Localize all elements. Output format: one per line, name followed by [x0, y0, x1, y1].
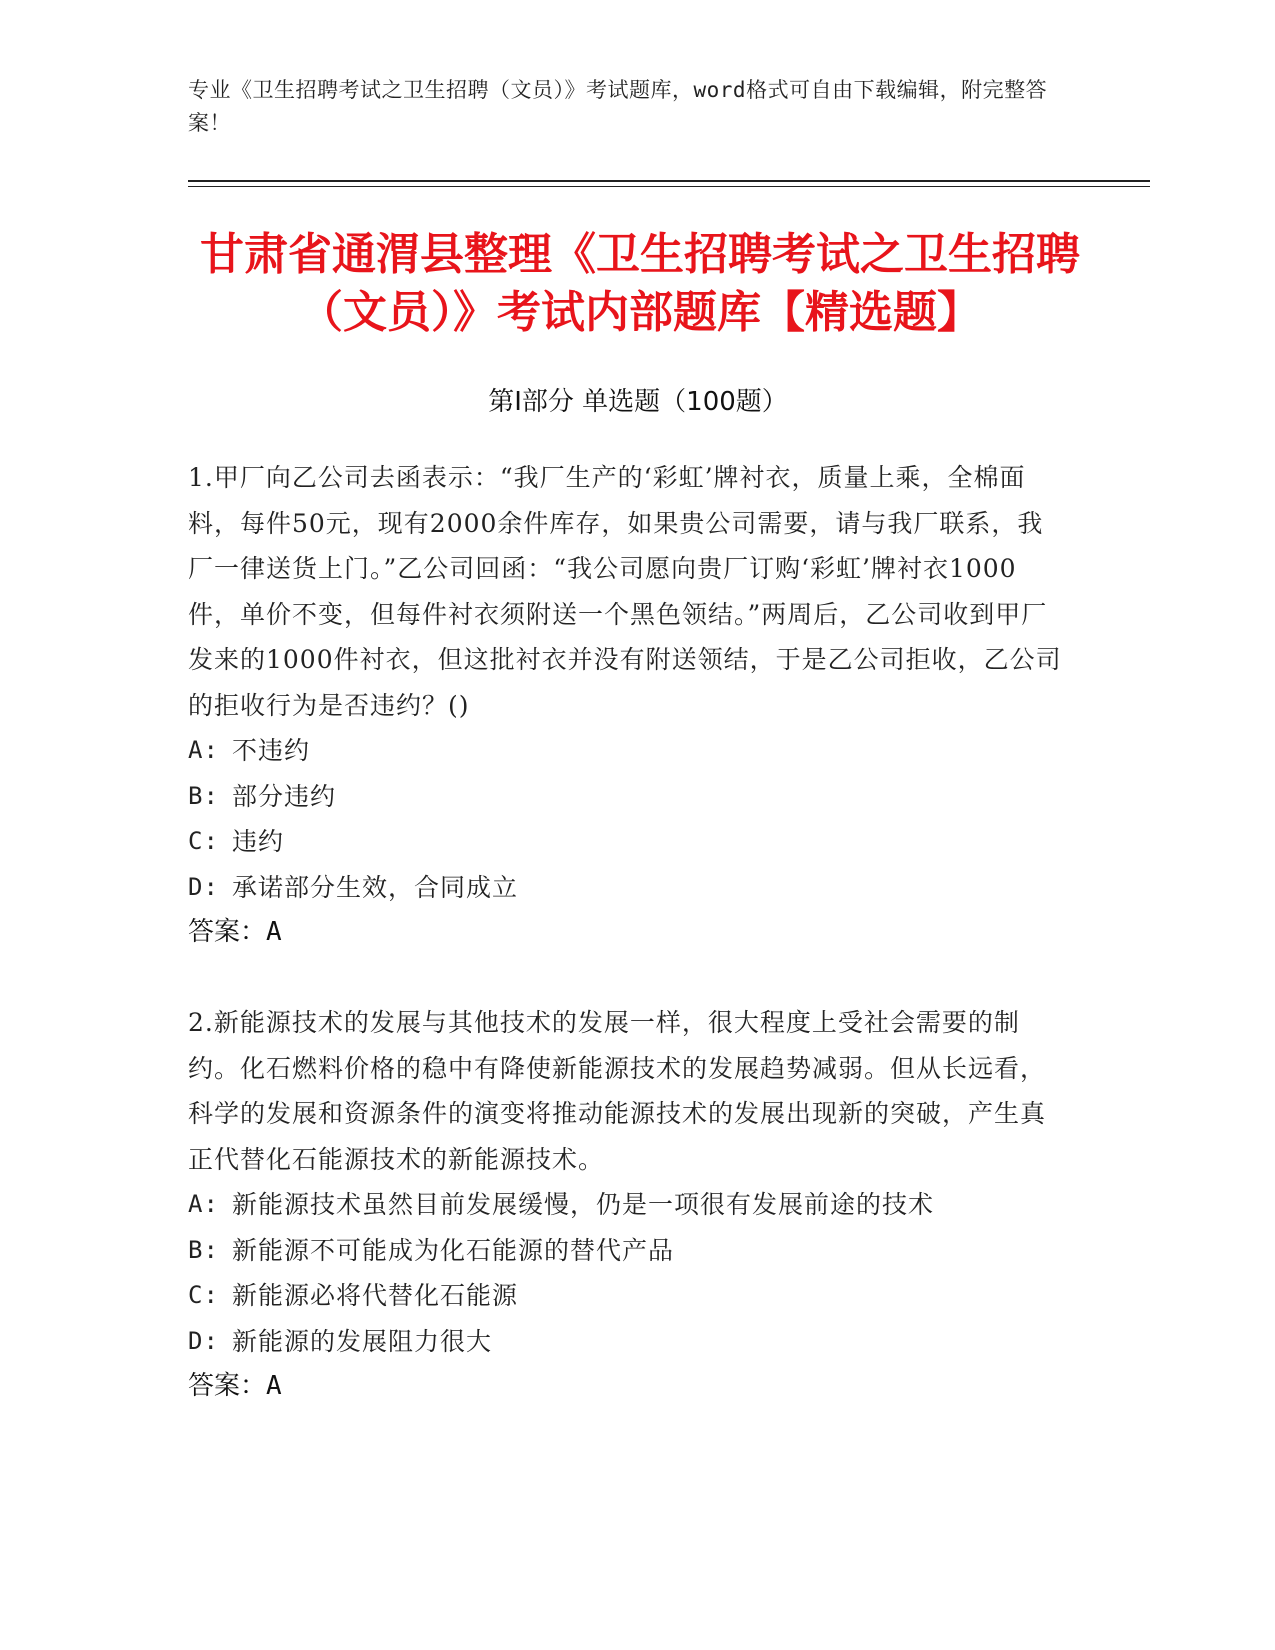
question-stem: 2.新能源技术的发展与其他技术的发展一样，很大程度上受社会需要的制约。化石燃料价格的稳中有降使新能源技术的发展趋势减弱。但从长远看，科学的发展和资源条件的演变将推动能源技术的发展出现新的突破，产生真正代替化石能源技术的新能源技术。 — [188, 1008, 1047, 1174]
option-text: 新能源的发展阻力很大 — [232, 1326, 493, 1356]
option-c — [188, 819, 1068, 865]
option-text: 新能源必将代替化石能源 — [232, 1281, 519, 1310]
header-rule-thick — [188, 180, 1150, 182]
answer-line — [188, 910, 1068, 956]
option-a — [188, 1182, 1068, 1228]
option-text: 部分违约 — [232, 781, 337, 811]
header-note: 专业《卫生招聘考试之卫生招聘（文员）》考试题库，word格式可自由下载编辑，附完整答案！ — [188, 78, 1048, 135]
question-1 — [188, 455, 1068, 956]
option-letter: A: — [188, 1190, 219, 1218]
option-b — [188, 1228, 1068, 1274]
option-d — [188, 1319, 1068, 1365]
option-text: 违约 — [232, 827, 285, 856]
option-letter: C: — [188, 827, 219, 855]
option-letter: D: — [188, 872, 219, 901]
option-letter: C: — [188, 1281, 219, 1309]
question-2 — [188, 1000, 1068, 1410]
option-text: 不违约 — [232, 736, 311, 765]
answer-label: 答案： — [188, 1371, 267, 1401]
option-d — [188, 865, 1068, 911]
option-text: 新能源不可能成为化石能源的替代产品 — [232, 1235, 675, 1265]
option-letter: D: — [188, 1326, 219, 1355]
option-letter: B: — [188, 781, 219, 810]
answer-value: A — [266, 1371, 282, 1401]
document-title: 甘肃省通渭县整理《卫生招聘考试之卫生招聘（文员）》考试内部题库【精选题】 — [200, 229, 1080, 338]
option-letter: A: — [188, 736, 219, 764]
option-text: 新能源技术虽然目前发展缓慢，仍是一项很有发展前途的技术 — [232, 1190, 935, 1219]
answer-line — [188, 1364, 1068, 1410]
option-letter: B: — [188, 1235, 219, 1264]
option-b — [188, 774, 1068, 820]
section-heading: 第I部分 单选题（100题） — [488, 387, 788, 417]
option-a — [188, 728, 1068, 774]
option-c — [188, 1273, 1068, 1319]
header-rule-thin — [188, 186, 1150, 187]
option-text: 承诺部分生效，合同成立 — [232, 872, 519, 902]
answer-value: A — [266, 917, 282, 947]
answer-label: 答案： — [188, 917, 267, 947]
question-stem: 1.甲厂向乙公司去函表示：“我厂生产的‘彩虹’牌衬衣，质量上乘，全棉面料，每件50元，现有2000余件库存，如果贵公司需要，请与我厂联系，我厂一律送货上门。”乙公司回函：“我公司愿向贵厂订购‘彩虹’牌衬衣1000件，单价不变，但每件衬衣须附送一个黑色领结。”两周后，乙公司收到甲厂发来的1000件衬衣，但这批衬衣并没有附送领结，于是乙公司拒收，乙公司的拒收行为是否违约？() — [188, 463, 1062, 720]
